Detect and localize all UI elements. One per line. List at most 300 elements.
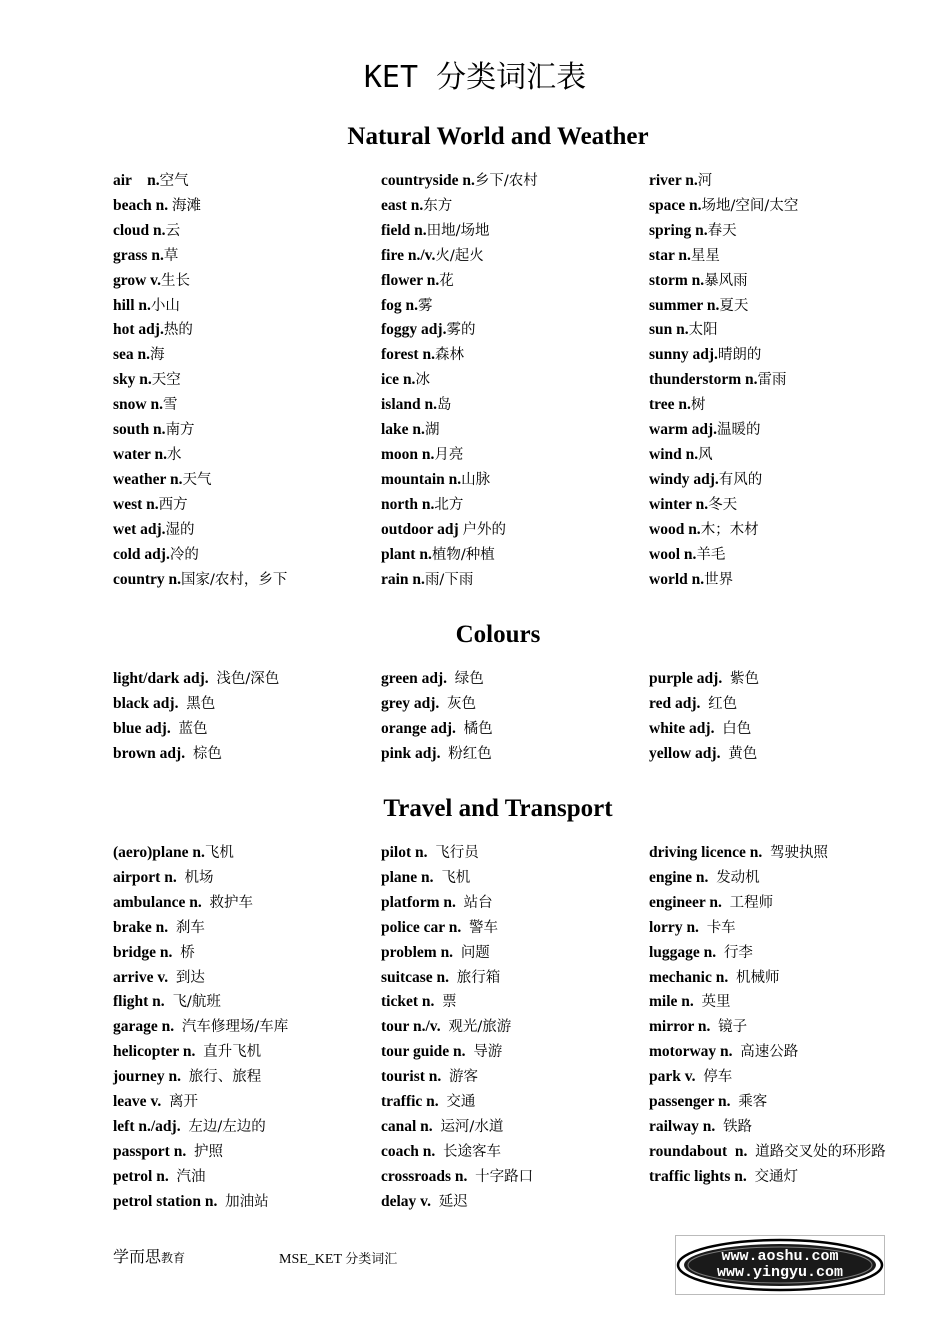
vocab-word: storm n.	[649, 271, 705, 289]
website-logo	[675, 1235, 885, 1295]
vocab-word: countryside n.	[381, 172, 475, 189]
vocab-meaning: 游客	[449, 1069, 479, 1086]
vocab-meaning: 行李	[723, 944, 753, 961]
vocab-meaning: 护照	[193, 1143, 223, 1160]
vocab-meaning: 水	[166, 446, 182, 463]
vocab-entry	[649, 1015, 894, 1040]
vocab-meaning: 春天	[707, 222, 737, 239]
vocab-entry	[113, 244, 363, 269]
vocab-entry	[113, 318, 363, 343]
vocab-word: world n.	[649, 570, 705, 588]
vocab-entry	[381, 941, 631, 966]
vocab-meaning: 蓝色	[178, 720, 208, 737]
vocab-meaning: 橘色	[463, 720, 493, 737]
vocab-word: sky n.	[113, 371, 152, 389]
vocab-entry	[649, 1165, 894, 1190]
vocab-entry	[113, 368, 363, 393]
vocab-word: coach n.	[381, 1142, 443, 1160]
vocab-word: sunny adj.	[649, 346, 718, 364]
vocab-meaning: 飞机	[441, 869, 471, 886]
vocab-word: garage n.	[113, 1018, 182, 1036]
vocab-meaning: 卡车	[706, 919, 736, 936]
vocab-meaning: 月亮	[434, 446, 464, 463]
vocab-entry	[649, 543, 894, 568]
vocab-word: arrive v.	[113, 968, 176, 986]
vocab-entry	[649, 1040, 894, 1065]
vocab-entry	[113, 717, 363, 742]
vocab-meaning: 到达	[175, 969, 205, 986]
vocab-meaning: 红色	[708, 695, 738, 712]
vocab-meaning: 晴朗的	[717, 347, 762, 364]
vocab-meaning: 天气	[182, 471, 212, 488]
vocab-entry	[381, 393, 631, 418]
vocab-meaning: 英里	[701, 994, 731, 1011]
vocab-word: tourist n.	[381, 1068, 450, 1086]
vocab-word: sun n.	[649, 321, 689, 339]
vocab-word: roundabout n.	[649, 1142, 756, 1160]
vocab-meaning: 小山	[150, 297, 180, 314]
vocab-meaning: 交通	[446, 1094, 476, 1111]
vocab-word: fog n.	[381, 296, 419, 314]
vocab-meaning: 直升飞机	[203, 1044, 262, 1061]
vocab-word: orange adj.	[381, 719, 464, 737]
vocab-entry	[649, 1115, 894, 1140]
vocab-meaning: 棕色	[192, 745, 222, 762]
vocab-meaning: 机场	[184, 869, 214, 886]
vocab-column-1	[113, 667, 363, 767]
vocab-word: green adj.	[381, 670, 455, 687]
vocab-meaning: 温暖的	[717, 422, 761, 439]
vocab-word: lake n.	[381, 421, 425, 439]
vocab-entry	[381, 990, 631, 1015]
vocab-word: traffic n.	[381, 1093, 447, 1111]
vocab-word: platform n.	[381, 893, 464, 911]
vocab-meaning: 国家/农村，乡下	[181, 571, 288, 588]
vocab-word: mountain n.	[381, 470, 462, 488]
vocab-column-3	[649, 841, 894, 1190]
vocab-word: foggy adj.	[381, 321, 447, 339]
vocab-word: river n.	[649, 172, 698, 189]
vocab-entry	[649, 294, 894, 319]
vocab-word: island n.	[381, 396, 438, 414]
vocab-entry	[381, 543, 631, 568]
vocab-entry	[381, 1140, 631, 1165]
vocab-word: flower n.	[381, 271, 440, 289]
vocab-entry	[381, 269, 631, 294]
vocab-word: plant n.	[381, 545, 432, 563]
vocab-meaning: 镜子	[718, 1019, 748, 1036]
vocab-word: star n.	[649, 246, 691, 264]
vocab-entry	[381, 916, 631, 941]
vocab-word: bridge n.	[113, 943, 181, 961]
vocab-meaning: 田地/场地	[426, 222, 490, 239]
vocab-word: flight n.	[113, 993, 173, 1011]
vocab-entry	[649, 493, 894, 518]
vocab-word: motorway n.	[649, 1043, 741, 1061]
vocab-word: tree n.	[649, 396, 691, 414]
vocab-entry	[649, 393, 894, 418]
vocab-meaning: 发动机	[716, 869, 760, 886]
page-footer	[0, 1238, 950, 1308]
vocab-word: hot adj.	[113, 321, 164, 339]
vocab-meaning: 冰	[415, 372, 430, 389]
vocab-word: hill n.	[113, 296, 151, 314]
vocab-meaning: 旅行箱	[456, 969, 501, 986]
brand-name: 学而思教育	[113, 1247, 186, 1266]
vocab-word: tour n./v.	[381, 1018, 449, 1036]
vocab-word: delay v.	[381, 1192, 439, 1210]
vocab-meaning: 警车	[468, 919, 498, 936]
vocab-entry	[649, 219, 894, 244]
vocab-meaning: 木；木材	[700, 521, 759, 538]
vocab-meaning: 草	[163, 247, 179, 264]
vocab-entry	[113, 294, 363, 319]
vocab-word: mechanic n.	[649, 968, 736, 986]
vocab-entry	[381, 169, 631, 194]
vocab-word: snow n.	[113, 396, 163, 414]
vocab-entry	[381, 692, 631, 717]
vocab-meaning: 场地/空间/太空	[701, 197, 799, 214]
vocab-word: petrol n.	[113, 1167, 177, 1185]
vocab-entry	[113, 990, 363, 1015]
vocab-meaning: 雪	[162, 397, 178, 414]
vocab-meaning: 生长	[160, 272, 190, 289]
vocab-entry	[381, 1040, 631, 1065]
vocab-entry	[381, 1190, 631, 1215]
vocab-word: south n.	[113, 421, 166, 439]
vocab-entry	[113, 1140, 363, 1165]
vocab-meaning: 空气	[159, 173, 189, 189]
vocab-entry	[649, 717, 894, 742]
vocab-word: west n.	[113, 495, 159, 513]
vocab-meaning: 驾驶执照	[769, 845, 828, 861]
vocab-entry	[649, 568, 894, 593]
vocab-meaning: 乡下/农村	[474, 173, 538, 189]
vocab-meaning: 绿色	[454, 671, 484, 687]
svg-text:www.aoshu.com: www.aoshu.com	[721, 1248, 839, 1265]
vocab-meaning: 加油站	[225, 1193, 269, 1210]
vocab-meaning: 世界	[704, 571, 734, 588]
vocab-entry	[649, 891, 894, 916]
vocab-word: east n.	[381, 196, 424, 214]
vocab-word: warm adj.	[649, 421, 718, 439]
vocab-meaning: 浅色/深色	[216, 671, 280, 687]
vocab-entry	[381, 294, 631, 319]
vocab-word: water n.	[113, 445, 167, 463]
vocab-word: passport n.	[113, 1142, 194, 1160]
vocab-meaning: 汽车修理场/车库	[181, 1019, 289, 1036]
vocab-entry	[113, 966, 363, 991]
vocab-entry	[649, 518, 894, 543]
vocab-entry	[381, 468, 631, 493]
vocab-meaning: 岛	[437, 397, 452, 414]
vocab-word: leave v.	[113, 1093, 169, 1111]
vocab-word: white adj.	[649, 719, 723, 737]
vocab-word: blue adj.	[113, 719, 179, 737]
vocab-word: winter n.	[649, 495, 709, 513]
vocab-entry	[113, 742, 363, 767]
vocab-column-3	[649, 667, 894, 767]
vocab-meaning: 离开	[168, 1094, 198, 1111]
vocab-word: mirror n.	[649, 1018, 719, 1036]
vocab-meaning: 湖	[424, 422, 440, 439]
vocab-entry	[113, 518, 363, 543]
vocab-entry	[113, 916, 363, 941]
vocab-word: outdoor adj	[381, 520, 463, 538]
vocab-meaning: 飞机	[204, 845, 234, 861]
vocab-word: luggage n.	[649, 943, 724, 961]
vocab-word: plane n.	[381, 868, 442, 886]
vocab-entry	[649, 841, 894, 866]
vocab-meaning: 森林	[434, 347, 464, 364]
vocab-word: summer n.	[649, 296, 720, 314]
vocab-meaning: 雾的	[446, 322, 476, 339]
vocab-word: driving licence n.	[649, 844, 770, 861]
vocab-meaning: 桥	[180, 944, 195, 961]
vocab-entry	[381, 717, 631, 742]
vocab-word: suitcase n.	[381, 968, 457, 986]
vocab-entry	[649, 169, 894, 194]
vocab-entry	[649, 667, 894, 692]
vocab-entry	[381, 219, 631, 244]
vocab-entry	[113, 568, 363, 593]
vocab-word: railway n.	[649, 1117, 724, 1135]
vocab-word: fire n./v.	[381, 246, 436, 264]
vocab-entry	[113, 1165, 363, 1190]
vocab-entry	[113, 667, 363, 692]
vocab-entry	[113, 219, 363, 244]
vocab-word: thunderstorm n.	[649, 371, 758, 389]
vocab-meaning: 灰色	[447, 695, 477, 712]
vocab-word: traffic lights n.	[649, 1167, 755, 1185]
vocab-word: weather n.	[113, 470, 183, 488]
vocab-word: cloud n.	[113, 221, 166, 239]
vocab-entry	[113, 841, 363, 866]
vocab-entry	[113, 1015, 363, 1040]
vocab-meaning: 工程师	[729, 894, 774, 911]
vocab-word: grow v.	[113, 271, 161, 289]
vocab-meaning: 黄色	[728, 745, 758, 762]
section-heading-natural-world: Natural World and Weather	[347, 123, 649, 150]
vocab-entry	[113, 1115, 363, 1140]
vocab-word: country n.	[113, 570, 182, 588]
vocab-word: park v.	[649, 1068, 704, 1086]
vocab-meaning: 冬天	[708, 496, 738, 513]
vocab-word: windy adj.	[649, 470, 719, 488]
vocab-word: pilot n.	[381, 844, 436, 861]
vocab-entry	[381, 568, 631, 593]
vocab-meaning: 刹车	[175, 919, 205, 936]
vocab-meaning: 冷的	[169, 546, 199, 563]
vocab-meaning: 旅行、旅程	[188, 1069, 262, 1086]
vocab-entry	[649, 1140, 894, 1165]
vocab-meaning: 站台	[463, 894, 493, 911]
vocab-meaning: 汽油	[176, 1168, 206, 1185]
vocab-meaning: 夏天	[719, 297, 749, 314]
vocab-meaning: 火/起火	[435, 247, 484, 264]
vocab-word: cold adj.	[113, 545, 170, 563]
vocab-word: passenger n.	[649, 1093, 739, 1111]
vocab-meaning: 海	[150, 347, 165, 364]
vocab-entry	[381, 418, 631, 443]
vocab-entry	[649, 269, 894, 294]
vocab-word: brake n.	[113, 918, 176, 936]
document-name: MSE_KET 分类词汇	[279, 1252, 398, 1267]
vocab-entry	[649, 990, 894, 1015]
vocab-meaning: 铁路	[723, 1118, 753, 1135]
vocab-word: wet adj.	[113, 520, 166, 538]
vocab-entry	[649, 742, 894, 767]
vocab-entry	[381, 667, 631, 692]
vocab-meaning: 导游	[473, 1044, 503, 1061]
vocab-entry	[381, 1115, 631, 1140]
vocab-meaning: 长途客车	[443, 1143, 501, 1160]
vocab-entry	[381, 841, 631, 866]
vocab-entry	[113, 393, 363, 418]
vocab-meaning: 运河/水道	[440, 1118, 504, 1135]
vocab-word: air n.	[113, 172, 160, 189]
vocab-entry	[381, 343, 631, 368]
vocab-word: space n.	[649, 196, 702, 214]
vocab-word: helicopter n.	[113, 1043, 204, 1061]
vocab-entry	[649, 468, 894, 493]
vocab-meaning: 黑色	[186, 695, 216, 712]
vocab-word: beach n.	[113, 196, 172, 214]
vocab-meaning: 粉红色	[448, 745, 492, 762]
vocab-word: mile n.	[649, 993, 702, 1011]
vocab-entry	[113, 343, 363, 368]
vocab-entry	[649, 443, 894, 468]
vocab-word: grey adj.	[381, 694, 448, 712]
svg-text:www.yingyu.com: www.yingyu.com	[716, 1264, 844, 1281]
vocab-word: north n.	[381, 495, 435, 513]
vocab-entry	[113, 1040, 363, 1065]
vocab-meaning: 河	[697, 173, 713, 189]
vocab-column-2	[381, 667, 631, 767]
vocab-entry	[649, 692, 894, 717]
vocab-entry	[381, 866, 631, 891]
vocab-meaning: 云	[165, 222, 181, 239]
vocab-entry	[649, 966, 894, 991]
vocab-column-1	[113, 169, 363, 592]
vocab-word: airport n.	[113, 868, 185, 886]
vocab-meaning: 救护车	[209, 894, 253, 911]
vocab-word: moon n.	[381, 445, 435, 463]
vocab-entry	[649, 866, 894, 891]
vocab-meaning: 花	[439, 272, 454, 289]
vocab-entry	[381, 194, 631, 219]
vocab-entry	[649, 1090, 894, 1115]
section-heading-colours: Colours	[455, 621, 541, 648]
vocab-entry	[381, 1065, 631, 1090]
page-title: KET 分类词汇表	[363, 60, 587, 95]
vocab-column-1	[113, 841, 363, 1215]
vocab-meaning: 天空	[151, 372, 181, 389]
vocab-entry	[113, 866, 363, 891]
vocab-meaning: 白色	[722, 720, 752, 737]
vocab-meaning: 山脉	[461, 471, 491, 488]
vocab-meaning: 树	[690, 397, 706, 414]
vocab-entry	[113, 418, 363, 443]
vocab-entry	[113, 269, 363, 294]
vocab-meaning: 问题	[460, 944, 490, 961]
vocab-entry	[113, 1190, 363, 1215]
vocab-word: black adj.	[113, 694, 187, 712]
vocab-word: spring n.	[649, 221, 708, 239]
vocab-word: yellow adj.	[649, 744, 729, 762]
vocab-word: light/dark adj.	[113, 670, 217, 687]
vocab-entry	[381, 966, 631, 991]
vocab-word: left n./adj.	[113, 1117, 189, 1135]
vocab-word: sea n.	[113, 346, 151, 364]
vocab-word: wood n.	[649, 520, 701, 538]
vocab-meaning: 雷雨	[757, 372, 787, 389]
vocab-meaning: 左边/左边的	[188, 1118, 266, 1135]
vocab-meaning: 观光/旅游	[448, 1019, 512, 1036]
vocab-entry	[113, 692, 363, 717]
vocab-meaning: 延迟	[438, 1193, 468, 1210]
vocab-entry	[649, 244, 894, 269]
vocab-word: wind n.	[649, 445, 699, 463]
vocab-entry	[649, 368, 894, 393]
vocab-meaning: 星星	[690, 247, 720, 264]
vocab-word: wool n.	[649, 545, 697, 563]
vocab-word: purple adj.	[649, 670, 730, 687]
vocab-word: petrol station n.	[113, 1192, 226, 1210]
vocab-meaning: 十字路口	[475, 1168, 534, 1185]
vocab-word: journey n.	[113, 1068, 189, 1086]
vocab-entry	[649, 1065, 894, 1090]
vocab-meaning: 交通灯	[754, 1168, 798, 1185]
vocab-entry	[113, 1065, 363, 1090]
vocab-word: police car n.	[381, 918, 469, 936]
vocab-word: (aero)plane n.	[113, 844, 205, 861]
vocab-meaning: 风	[698, 446, 713, 463]
vocab-meaning: 植物/种植	[431, 546, 495, 563]
vocab-entry	[113, 493, 363, 518]
vocab-meaning: 机械师	[735, 969, 780, 986]
vocab-word: pink adj.	[381, 744, 449, 762]
vocab-word: field n.	[381, 221, 427, 239]
vocab-entry	[381, 1165, 631, 1190]
vocab-word: ice n.	[381, 371, 416, 389]
vocab-entry	[649, 941, 894, 966]
vocab-word: ticket n.	[381, 993, 443, 1011]
vocab-entry	[113, 891, 363, 916]
vocab-meaning: 热的	[163, 322, 193, 339]
vocab-word: ambulance n.	[113, 893, 210, 911]
vocab-entry	[649, 418, 894, 443]
vocab-meaning: 湿的	[165, 521, 195, 538]
vocab-column-3	[649, 169, 894, 592]
vocab-meaning: 西方	[158, 496, 188, 513]
vocab-meaning: 停车	[703, 1069, 733, 1086]
vocab-entry	[649, 916, 894, 941]
vocab-column-2	[381, 169, 631, 592]
vocab-meaning: 北方	[434, 496, 464, 513]
vocab-meaning: 户外的	[462, 521, 507, 538]
vocab-word: forest n.	[381, 346, 435, 364]
vocab-entry	[113, 941, 363, 966]
vocab-meaning: 太阳	[688, 322, 718, 339]
vocab-word: tour guide n.	[381, 1043, 474, 1061]
vocab-entry	[649, 318, 894, 343]
section-heading-travel: Travel and Transport	[383, 795, 613, 822]
vocab-meaning: 乘客	[738, 1094, 768, 1111]
vocab-entry	[113, 543, 363, 568]
vocab-word: red adj.	[649, 694, 709, 712]
vocab-meaning: 雨/下雨	[424, 571, 474, 588]
